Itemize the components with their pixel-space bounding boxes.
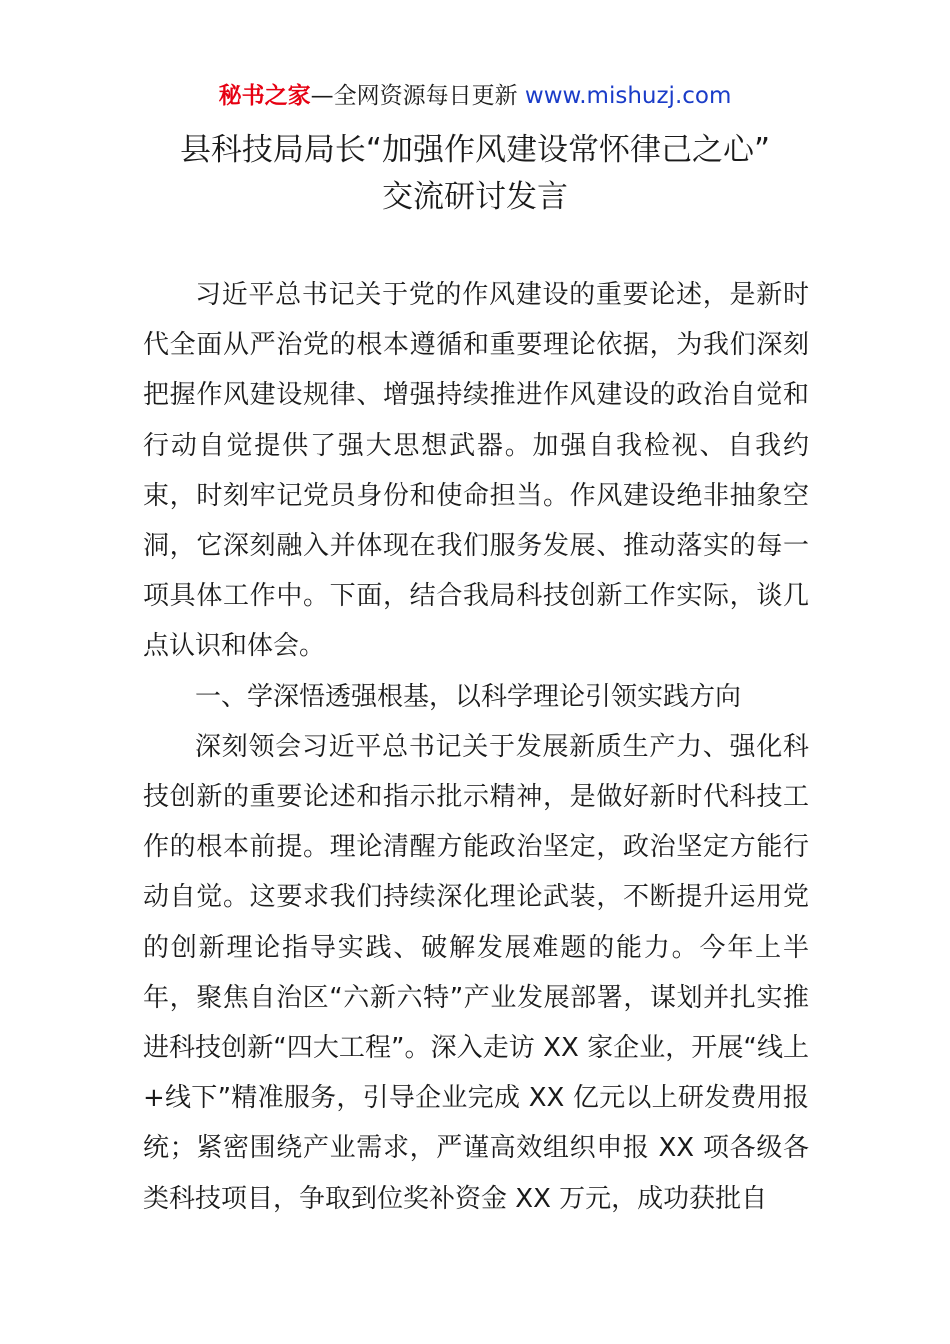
brand-name: 秘书之家 <box>218 83 311 109</box>
section-1-paragraph: 深刻领会习近平总书记关于发展新质生产力、强化科技创新的重要论述和指示批示精神，是做好新时代科技工作的根本前提。理论清醒方能政治坚定，政治坚定方能行动自觉。这要求我们持续深化理论武装，不断提升运用党的创新理论指导实践、破解发展难题的能力。今年上半年，聚焦自治区“六新六特”产业发展部署，谋划并扎实推进科技创新“四大工程”。深入走访 XX 家企业，开展“线上+线下”精准服务，引导企业完成 XX 亿元以上研发费用报统；紧密围绕产业需求，严谨高效组织申报 XX 项各级各类科技项目，争取到位奖补资金 XX 万元，成功获批自 <box>143 731 809 1214</box>
website-url[interactable]: www.mishuzj.com <box>524 83 732 109</box>
banner-slogan: —全网资源每日更新 <box>310 83 525 109</box>
document-body <box>143 270 809 1224</box>
intro-paragraph: 习近平总书记关于党的作风建设的重要论述，是新时代全面从严治党的根本遵循和重要理论依据，为我们深刻把握作风建设规律、增强持续推进作风建设的政治自觉和行动自觉提供了强大思想武器。加强自我检视、自我约束，时刻牢记党员身份和使命担当。作风建设绝非抽象空洞，它深刻融入并体现在我们服务发展、推动落实的每一项具体工作中。下面，结合我局科技创新工作实际，谈几点认识和体会。 <box>143 280 809 662</box>
document-title-line1: 县科技局局长“加强作风建设常怀律己之心” <box>179 132 771 168</box>
document-title-line2: 交流研讨发言 <box>382 179 568 215</box>
site-banner <box>0 80 950 112</box>
section-heading-1: 一、学深悟透强根基，以科学理论引领实践方向 <box>195 681 742 712</box>
